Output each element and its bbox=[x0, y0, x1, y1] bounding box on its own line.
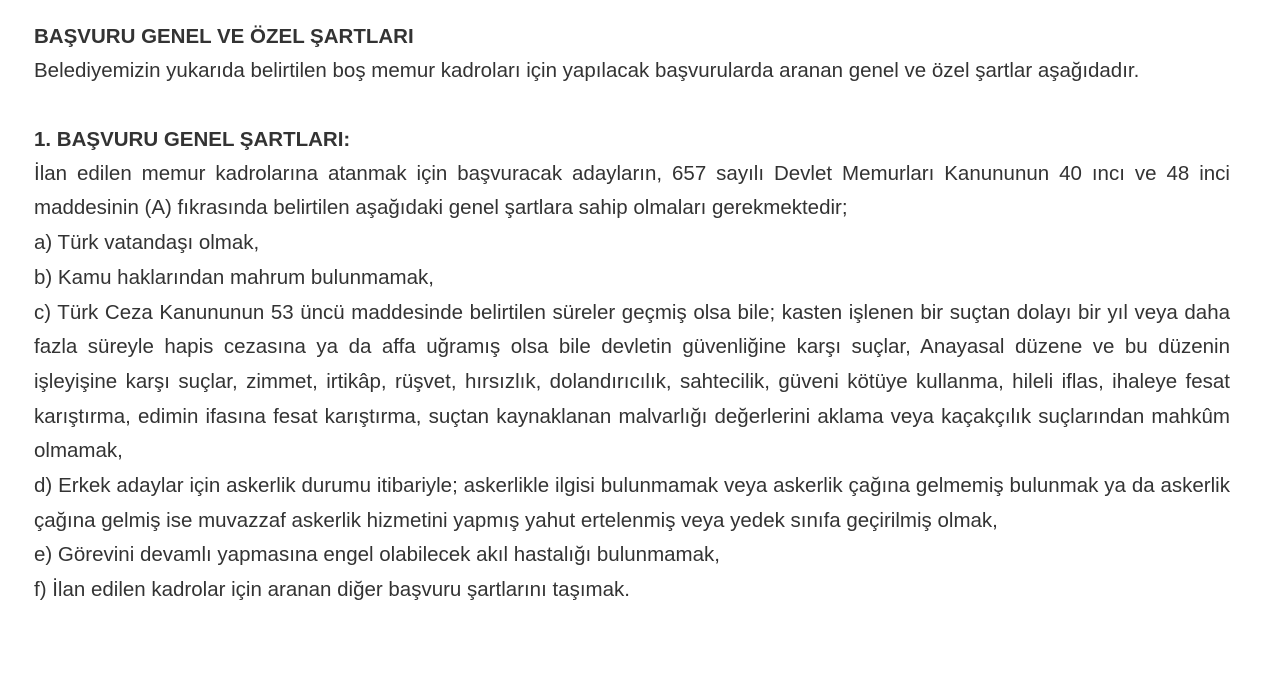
section-title: BAŞVURU GENEL VE ÖZEL ŞARTLARI bbox=[34, 25, 414, 48]
list-item-c: c) Türk Ceza Kanununun 53 üncü maddesinde belirtilen süreler geçmiş olsa bile; kasten işlenen bir suçtan dolayı bir yıl veya daha fazla süreyle hapis cezasına ya da affa uğramış olsa bile devletin güvenliğine karşı suçlar, Anayasal düzene ve bu düzenin işleyişine karşı suçlar, zimmet, irtikâp, rüşvet, hırsızlık, dolandırıcılık, sahtecilik, güveni kötüye kullanma, hileli iflas, ihaleye fesat karıştırma, edimin ifasına fesat karıştırma, suçtan kaynaklanan malvarlığı değerlerini aklama veya kaçakçılık suçlarından mahkûm olmamak, bbox=[34, 300, 1230, 463]
list-item-a: a) Türk vatandaşı olmak, bbox=[34, 231, 260, 255]
list-item-f: f) İlan edilen kadrolar için aranan diğer başvuru şartlarını taşımak. bbox=[34, 578, 630, 602]
paragraph-spacer bbox=[34, 89, 1230, 123]
intro-paragraph: Belediyemizin yukarıda belirtilen boş memur kadroları için yapılacak başvurularda aranan genel ve özel şartlar aşağıdadır. bbox=[34, 59, 1140, 82]
list-item-b: b) Kamu haklarından mahrum bulunmamak, bbox=[34, 265, 434, 289]
subsection-intro-paragraph: İlan edilen memur kadrolarına atanmak için başvuracak adayların, 657 sayılı Devlet Memurları Kanununun 40 ıncı ve 48 inci maddesinin (A) fıkrasında belirtilen aşağıdaki genel şartlara sahip olmaları gerekmektedir; bbox=[34, 161, 1230, 220]
list-item-d: d) Erkek adaylar için askerlik durumu itibariyle; askerlikle ilgisi bulunmamak veya askerlik çağına gelmemiş bulunmak ya da askerlik çağına gelmiş ise muvazzaf askerlik hizmetini yapmış yahut ertelenmiş veya yedek sınıfa geçirilmiş olmak, bbox=[34, 474, 1230, 532]
subsection-title: 1. BAŞVURU GENEL ŞARTLARI: bbox=[34, 127, 351, 151]
document-body bbox=[34, 20, 1230, 608]
list-item-e: e) Görevini devamlı yapmasına engel olabilecek akıl hastalığı bulunmamak, bbox=[34, 543, 720, 567]
